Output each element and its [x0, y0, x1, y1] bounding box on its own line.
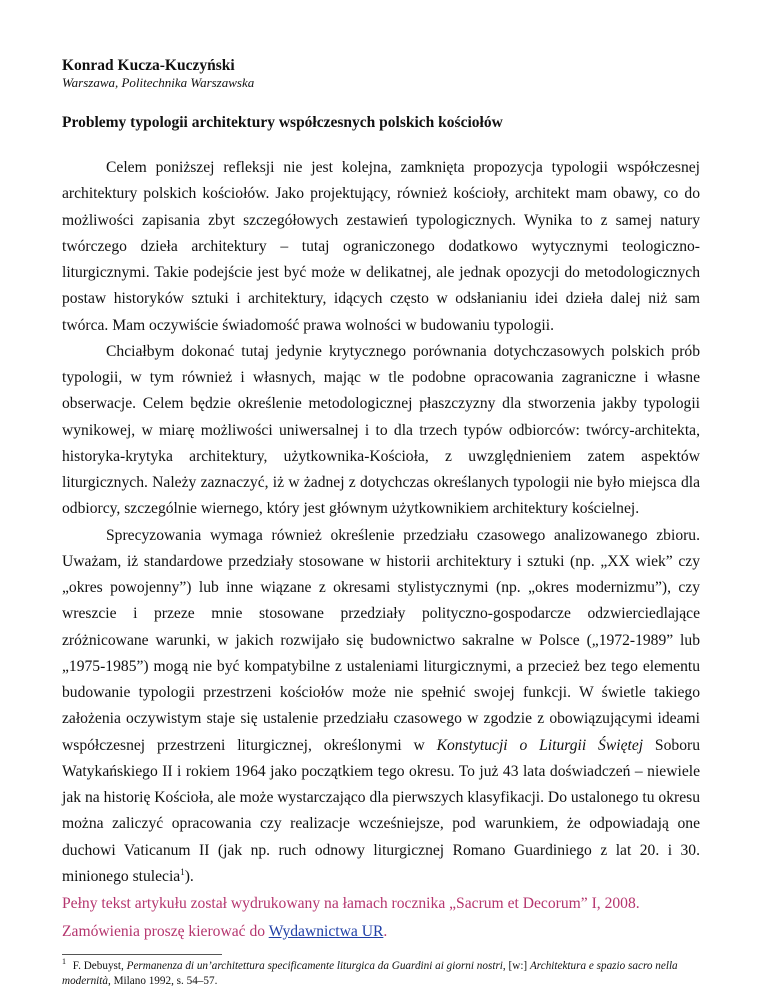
footnote-author: F. Debuyst, — [72, 960, 124, 972]
paragraph-3-text-b: Soboru Watykańskiego II i rokiem 1964 jako początkiem tego okresu. To już 43 lata doświadczeń – niewiele jak na historię Kościoła, ale może wystarczająco dla pierwszych klasyfikacji. Do ustalonego tu okresu można zaliczyć opracowania czy realizacje wcześniejsze, pod warunkiem, że odpowiadają one duchowi Vaticanum II (jak np. ruch odnowy liturgicznej Romano Guardiniego z lat 20. i 30. minionego stulecia — [62, 736, 700, 885]
order-notice-suffix: . — [383, 923, 388, 940]
paragraph-3 — [62, 523, 700, 891]
footnote-work-title: Permanenza di un’architettura specificamente liturgica da Guardini ai giorni nostri — [126, 960, 503, 972]
paragraph-2: Chciałbym dokonać tutaj jedynie krytycznego porównania dotychczasowych polskich prób typologii, w tym również i własnych, mając w tle podobne opracowania zagraniczne i własne obserwacje. Celem będzie określenie metodologicznej płaszczyzny dla stworzenia jakby typologii wynikowej, w miarę możliwości uniwersalnej i to dla trzech typów odbiorców: twórcy-architekta, historyka-krytyka architektury, użytkownika-Kościoła, z uwzględnieniem zatem aspektów liturgicznych. Należy zaznaczyć, iż w żadnej z dotychczas określanych typologii nie było miejsca dla odbiorcy, szczególnie wiernego, który jest głównym użytkownikiem architektury kościelnej. — [62, 342, 700, 518]
paragraph-1: Celem poniższej refleksji nie jest kolejna, zamknięta propozycja typologii współczesnej architektury polskich kościołów. Jako projektujący, również kościoły, architekt mam obawy, co do możliwości zapisania zbyt szczegółowych zestawień typologicznych. Wynika to z samej natury twórczego dzieła architektury – tutaj ograniczonego dodatkowo wytycznymi teologiczno-liturgicznymi. Takie podejście jest być może w delikatnej, ale jednak opozycji do metodologicznych postaw historyków sztuki i architektury, idących często w odsłanianiu idei dzieła dalej niż sam twórca. Mam oczywiście świadomość prawa wolności w budowaniu typologii. — [62, 159, 700, 334]
document-page — [62, 56, 700, 989]
footnote-1 — [62, 959, 700, 989]
footnote-number: 1 — [62, 957, 66, 967]
article-body — [62, 155, 700, 890]
order-notice-prefix: Zamówienia proszę kierować do — [62, 923, 269, 940]
article-title: Problemy typologii architektury współczesnych polskich kościołów — [62, 114, 503, 131]
paragraph-3-text-c: ). — [184, 867, 194, 885]
author-name: Konrad Kucza-Kuczyński — [62, 57, 235, 74]
paragraph-3-text-a: Sprecyzowania wymaga również określenie przedziału czasowego analizowanego zbioru. Uważam, iż standardowe przedziały stosowane w historii architektury i sztuki (np. „XX wiek” czy „okres powojenny”) lub inne wiązane z okresami stylistycznymi (np. „okres modernizmu”), czy wreszcie i przeze mnie stosowane przedziały polityczno-gospodarcze odzwierciedlające zróżnicowane warunki, w jakich rozwijało się budownictwo sakralne w Polsce („1972-1989” lub „1975-1985”) mogą nie być kompatybilne z ustaleniami liturgicznymi, a przecież bez tego elementu budowanie typologii przestrzeni kościołów może nie spełnić swojej funkcji. W świetle takiego założenia oczywistym staje się ustalenie przedziału czasowego w zgodzie z obowiązującymi ideami współczesnej przestrzeni liturgicznej, określonymi w — [62, 526, 700, 754]
constitution-title: Konstytucji o Liturgii Świętej — [436, 736, 644, 754]
author-affiliation: Warszawa, Politechnika Warszawska — [62, 75, 255, 90]
footnote-divider — [62, 954, 222, 955]
publisher-link[interactable]: Wydawnictwa UR — [268, 923, 384, 940]
footnote-book-title: Architektura e spazio sacro nella modernità — [62, 960, 678, 987]
order-notice — [62, 918, 700, 946]
footnote-in: , [w:] — [502, 960, 530, 972]
publication-notice: Pełny tekst artykułu został wydrukowany na łamach rocznika „Sacrum et Decorum” I, 2008. — [62, 895, 640, 912]
footnote-details: , Milano 1992, s. 54–57. — [108, 975, 218, 987]
footnote-marker[interactable]: 1 — [180, 866, 185, 877]
